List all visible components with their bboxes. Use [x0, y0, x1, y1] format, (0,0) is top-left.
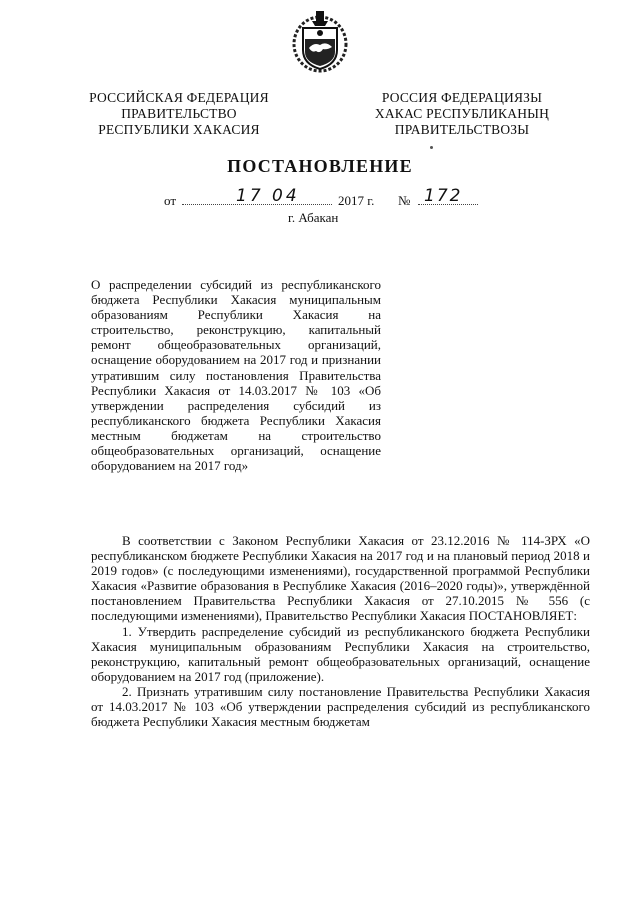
- document-body: [91, 533, 590, 729]
- coat-of-arms-khakassia-icon: [290, 8, 350, 74]
- handwritten-date: 17 04: [236, 186, 300, 206]
- document-type-title: ПОСТАНОВЛЕНИЕ: [227, 156, 413, 176]
- handwritten-number: 172: [424, 186, 463, 206]
- date-year: 2017 г.: [338, 193, 375, 208]
- header-right-line: ПРАВИТЕЛЬСТВОЗЫ: [394, 122, 530, 137]
- header-left: [64, 90, 294, 138]
- header-right-line: ХАКАС РЕСПУБЛИКАНЫҢ: [374, 106, 550, 121]
- header-left-line: ПРАВИТЕЛЬСТВО: [121, 106, 237, 121]
- date-prefix: от: [164, 193, 177, 208]
- header-right-line: РОССИЯ ФЕДЕРАЦИЯЗЫ: [381, 90, 543, 105]
- body-paragraph: 1. Утвердить распределение субсидий из республиканского бюджета Республики Хакасия муниципальным образованиям Республики Хакасия на строительство, реконструкцию, капитальный ремонт общеобразовательных организаций, оснащение оборудованием на 2017 год (приложение).: [91, 623, 590, 684]
- document-subject: О распределении субсидий из республиканского бюджета Республики Хакасия муниципальным образованиям Республики Хакасия на строительство, реконструкцию, капитальный ремонт общеобразовательных организаций, оснащение оборудованием на 2017 год и признании утратившим силу постановления Правительства Республики Хакасия от 14.03.2017 № 103 «Об утверждении распределения субсидий из республиканского бюджета Республики Хакасия местным бюджетам на строительство общеобразовательных организаций, оснащение оборудованием на 2017 год»: [91, 277, 381, 474]
- header-left-line: РОССИЙСКАЯ ФЕДЕРАЦИЯ: [89, 90, 269, 105]
- body-paragraph: В соответствии с Законом Республики Хакасия от 23.12.2016 № 114-ЗРХ «О республиканском бюджете Республики Хакасия на 2017 год и на плановый период 2018 и 2019 годов» (с последующими изменениями), государственной программой Республики Хакасия «Развитие образования в Республике Хакасия (2016–2020 годы)», утверждённой постановлением Правительства Республики Хакасия от 27.10.2015 № 556 (с последующими изменениями), Правительство Республики Хакасия ПОСТАНОВЛЯЕТ:: [91, 533, 590, 624]
- stray-dot: [430, 146, 433, 149]
- header-left-line: РЕСПУБЛИКИ ХАКАСИЯ: [98, 122, 260, 137]
- dateline: [0, 186, 640, 212]
- city-name: г. Абакан: [288, 210, 339, 225]
- body-paragraph: 2. Признать утратившим силу постановление Правительства Республики Хакасия от 14.03.2017 № 103 «Об утверждении распределения субсидий из республиканского бюджета Республики Хакасия местным бюджетам: [91, 683, 590, 730]
- header-right: [347, 90, 577, 138]
- number-sign: №: [398, 193, 411, 208]
